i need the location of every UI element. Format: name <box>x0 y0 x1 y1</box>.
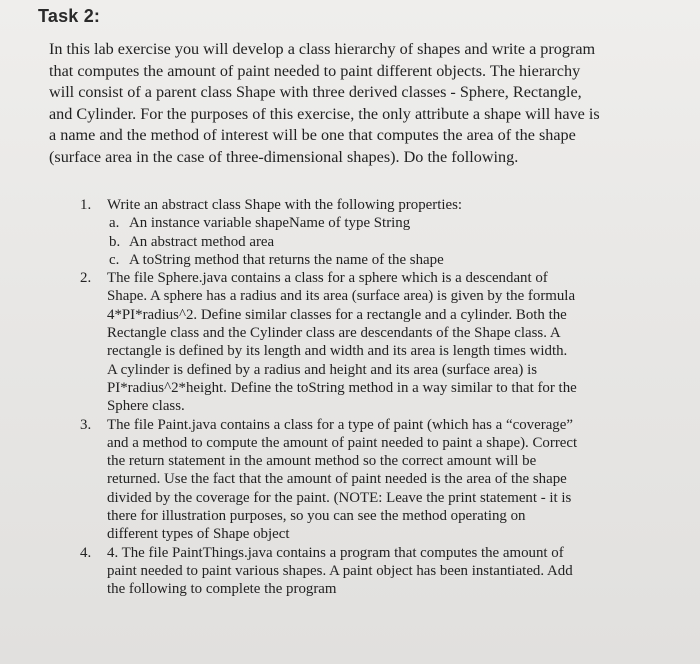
sub-item <box>80 233 640 251</box>
item-number: 4. <box>80 544 92 561</box>
sub-item-text: An instance variable shapeName of type String <box>129 215 411 232</box>
list-item <box>80 196 640 214</box>
list-item <box>80 416 640 544</box>
item-line: returned. Use the fact that the amount of paint needed is the area of the shape <box>107 471 567 488</box>
item-number: 2. <box>80 270 92 287</box>
item-number: 3. <box>80 416 92 433</box>
item-line: paint needed to paint various shapes. A paint object has been instantiated. Add <box>107 562 573 579</box>
sub-item <box>80 214 640 232</box>
sub-item-letter: c. <box>109 251 120 268</box>
item-line: Shape. A sphere has a radius and its area (surface area) is given by the formula <box>107 288 576 305</box>
list-item <box>80 269 640 415</box>
intro-line: and Cylinder. For the purposes of this exercise, the only attribute a shape will have is <box>49 104 600 123</box>
sub-item-text: An abstract method area <box>129 233 275 250</box>
item-line: different types of Shape object <box>107 526 290 543</box>
item-line: 4*PI*radius^2. Define similar classes for a rectangle and a cylinder. Both the <box>107 306 567 323</box>
intro-line: a name and the method of interest will be one that computes the area of the shape <box>49 126 576 144</box>
sub-item-text: A toString method that returns the name of the shape <box>129 251 444 268</box>
sub-item-letter: a. <box>109 215 120 232</box>
item-line: The file Sphere.java contains a class for a sphere which is a descendant of <box>107 270 548 287</box>
intro-line: will consist of a parent class Shape with three derived classes - Sphere, Rectangle, <box>49 83 582 101</box>
list-item <box>80 544 640 599</box>
item-line: Write an abstract class Shape with the following properties: <box>107 197 463 213</box>
item-line: divided by the coverage for the paint. (NOTE: Leave the print statement - it is <box>107 489 572 506</box>
sub-item-letter: b. <box>109 233 121 250</box>
item-line: rectangle is defined by its length and width and its area is length times width. <box>107 343 568 360</box>
task-title: Task 2: <box>38 6 101 26</box>
item-line: The file Paint.java contains a class for a type of paint (which has a “coverage” <box>107 416 573 433</box>
item-line: Rectangle class and the Cylinder class are descendants of the Shape class. A <box>107 325 561 342</box>
sub-item <box>80 251 640 269</box>
item-line: 4. The file PaintThings.java contains a program that computes the amount of <box>107 544 564 561</box>
intro-line: (surface area in the case of three-dimensional shapes). Do the following. <box>49 147 519 166</box>
item-line: the return statement in the amount method so the correct amount will be <box>107 453 537 470</box>
item-line: there for illustration purposes, so you can see the method operating on <box>107 508 526 525</box>
intro-paragraph <box>49 39 639 168</box>
item-line: PI*radius^2*height. Define the toString method in a way similar to that for the <box>107 379 577 396</box>
item-number: 1. <box>80 197 92 213</box>
item-line: A cylinder is defined by a radius and height and its area (surface area) is <box>107 361 538 378</box>
intro-line: that computes the amount of paint needed to paint different objects. The hierarchy <box>49 61 581 80</box>
instruction-list <box>80 196 640 599</box>
item-line: the following to complete the program <box>107 581 337 598</box>
item-line: and a method to compute the amount of paint needed to paint a shape). Correct <box>107 434 578 451</box>
item-line: Sphere class. <box>107 398 185 415</box>
intro-line: In this lab exercise you will develop a class hierarchy of shapes and write a program <box>49 40 596 58</box>
